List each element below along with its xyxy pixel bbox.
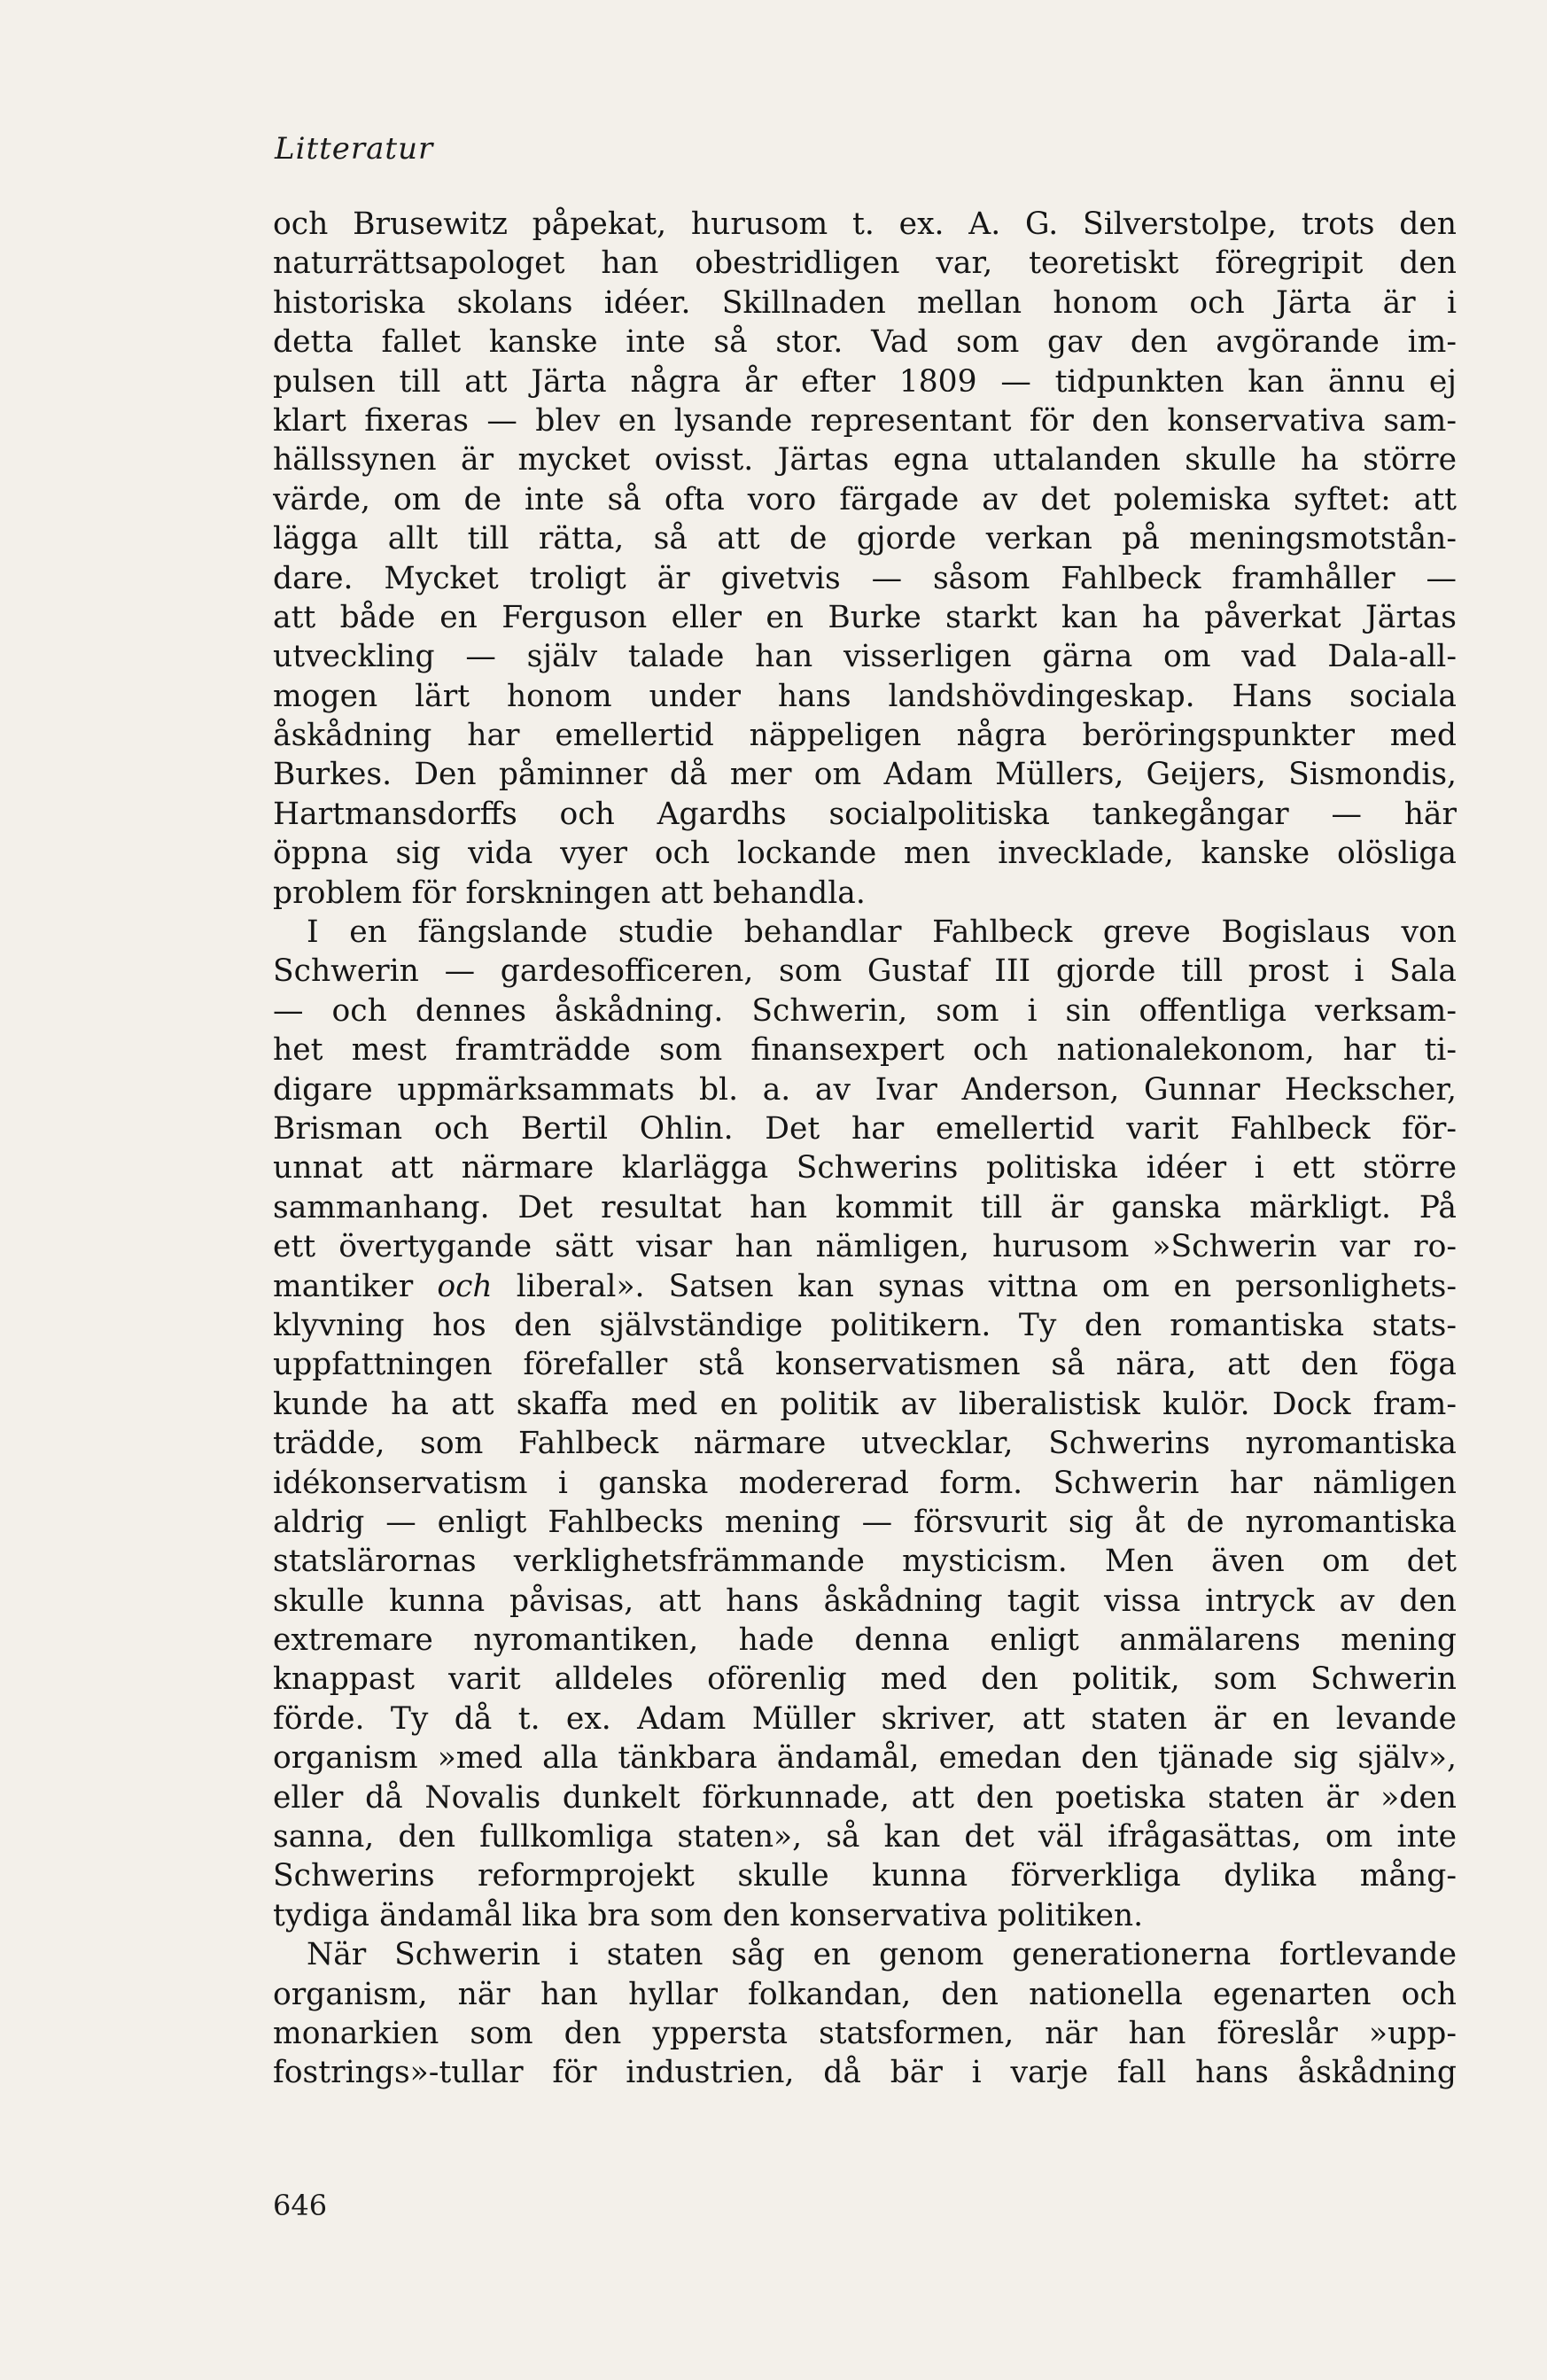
body-text — [273, 205, 1457, 2093]
text-line: eller då Novalis dunkelt förkunnade, att den poetiska staten är »den — [273, 1779, 1457, 1816]
text-line: klyvning hos den självständige politikern. Ty den romantiska stats- — [273, 1307, 1457, 1343]
text-line: Schwerin — gardesofficeren, som Gustaf III gjorde till prost i Sala — [273, 953, 1457, 990]
text-line: öppna sig vida vyer och lockande men invecklade, kanske olösliga — [273, 836, 1457, 872]
text-line: kunde ha att skaffa med en politik av liberalistisk kulör. Dock fram- — [273, 1386, 1457, 1422]
text-line: trädde, som Fahlbeck närmare utvecklar, Schwerins nyromantiska — [273, 1426, 1457, 1462]
text-line: förde. Ty då t. ex. Adam Müller skriver, att staten är en levande — [273, 1700, 1457, 1737]
text-line: tydiga ändamål lika bra som den konservativa politiken. — [273, 1897, 1144, 1933]
text-line: värde, om de inte så ofta voro färgade av det polemiska syftet: att — [273, 481, 1457, 517]
text-line: Schwerins reformprojekt skulle kunna förverkliga dylika mång- — [273, 1858, 1457, 1894]
text-line: dare. Mycket troligt är givetvis — såsom Fahlbeck framhåller — — [273, 560, 1457, 596]
text-line: lägga allt till rätta, så att de gjorde verkan på meningsmotstån- — [273, 521, 1457, 557]
text-line: digare uppmärksammats bl. a. av Ivar Anderson, Gunnar Heckscher, — [273, 1071, 1457, 1108]
text-line: — och dennes åskådning. Schwerin, som i sin offentliga verksam- — [273, 992, 1457, 1029]
text-line: att både en Ferguson eller en Burke starkt kan ha påverkat Järtas — [273, 599, 1457, 635]
text-line: Brisman och Bertil Ohlin. Det har emellertid varit Fahlbeck för- — [273, 1110, 1457, 1147]
text-line: knappast varit alldeles oförenlig med den politik, som Schwerin — [273, 1661, 1457, 1698]
text-line: ett övertygande sätt visar han nämligen, hurusom »Schwerin var ro- — [273, 1229, 1457, 1265]
text-line: problem för forskningen att behandla. — [273, 875, 866, 911]
text-line: åskådning har emellertid näppeligen några beröringspunkter med — [273, 718, 1457, 754]
text-line: naturrättsapologet han obestridligen var, teoretiskt föregripit den — [273, 245, 1457, 282]
text-line: extremare nyromantiken, hade denna enligt anmälarens mening — [273, 1622, 1457, 1659]
italic-run: och — [437, 1268, 493, 1304]
text-line: hällssynen är mycket ovisst. Järtas egna uttalanden skulle ha större — [273, 442, 1457, 478]
text-line: klart fixeras — blev en lysande representant för den konservativa sam- — [273, 402, 1457, 439]
text-line: fostrings»-tullar för industrien, då bär i varje fall hans åskådning — [273, 2055, 1457, 2091]
running-header: Litteratur — [275, 131, 434, 167]
text-line: pulsen till att Järta några år efter 1809 — tidpunkten kan ännu ej — [273, 363, 1457, 400]
text-line: Burkes. Den påminner då mer om Adam Müllers, Geijers, Sismondis, — [273, 757, 1457, 793]
text-line: I en fängslande studie behandlar Fahlbeck greve Bogislaus von — [307, 914, 1457, 951]
text-line: unnat att närmare klarlägga Schwerins politiska idéer i ett större — [273, 1150, 1457, 1186]
text-line: monarkien som den yppersta statsformen, när han föreslår »upp- — [273, 2015, 1457, 2051]
text-run: liberal». Satsen kan synas vittna om en personlighets- — [492, 1268, 1457, 1304]
text-line: organism, när han hyllar folkandan, den nationella egenarten och — [273, 1976, 1457, 2012]
text-line: skulle kunna påvisas, att hans åskådning tagit vissa intryck av den — [273, 1583, 1457, 1619]
text-line: aldrig — enligt Fahlbecks mening — försvurit sig åt de nyromantiska — [273, 1504, 1457, 1540]
text-line: statslärornas verklighetsfrämmande mysticism. Men även om det — [273, 1544, 1457, 1580]
text-line: När Schwerin i staten såg en genom generationerna fortlevande — [307, 1937, 1457, 1973]
text-line: och Brusewitz påpekat, hurusom t. ex. A. G. Silverstolpe, trots den — [273, 206, 1457, 242]
text-line: utveckling — själv talade han visserligen gärna om vad Dala-all- — [273, 639, 1457, 675]
page-number: 646 — [273, 2189, 328, 2222]
text-line: het mest framträdde som finansexpert och nationalekonom, har ti- — [273, 1032, 1457, 1069]
text-line-mixed — [273, 1267, 1457, 1306]
text-line: organism »med alla tänkbara ändamål, emedan den tjänade sig själv», — [273, 1740, 1457, 1777]
text-line: detta fallet kanske inte så stor. Vad som gav den avgörande im- — [273, 324, 1457, 361]
text-line: idékonservatism i ganska modererad form. Schwerin har nämligen — [273, 1465, 1457, 1501]
text-line: mogen lärt honom under hans landshövdingeskap. Hans sociala — [273, 678, 1457, 714]
text-line: uppfattningen förefaller stå konservatismen så nära, att den föga — [273, 1347, 1457, 1383]
text-run: mantiker — [273, 1268, 438, 1304]
text-line: sammanhang. Det resultat han kommit till är ganska märkligt. På — [273, 1189, 1457, 1225]
text-line: historiska skolans idéer. Skillnaden mellan honom och Järta är i — [273, 284, 1457, 321]
text-line: Hartmansdorffs och Agardhs socialpolitiska tankegångar — här — [273, 796, 1457, 832]
text-line: sanna, den fullkomliga staten», så kan det väl ifrågasättas, om inte — [273, 1819, 1457, 1855]
